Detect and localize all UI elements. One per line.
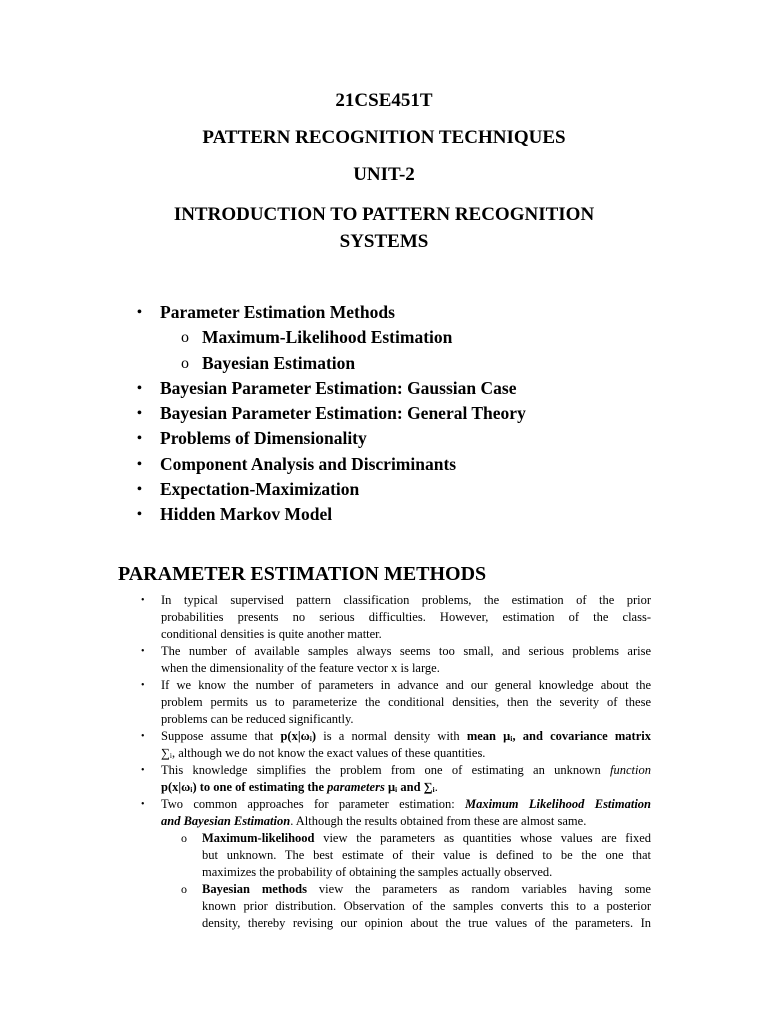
unit-number: UNIT-2 [353,164,415,185]
text-line: p(x|ωᵢ) to one of estimating the parameters μᵢ and ∑ᵢ. [161,780,438,794]
text-line: In typical supervised pattern classification problems, the estimation of the prior [161,593,651,607]
topic-label: Bayesian Parameter Estimation: General Theory [160,403,526,424]
paragraph-item [141,592,651,643]
bullet-icon: • [137,305,142,320]
circle-bullet-icon: o [181,882,187,896]
topic-item [135,376,695,401]
text-line: probabilities presents no serious difficulties. However, estimation of the class- [161,610,651,624]
paragraph-subitem [181,830,651,881]
bullet-icon: • [141,765,145,776]
topic-item [135,452,695,477]
topic-item [135,502,695,527]
topic-item [135,426,695,451]
bullet-icon: • [137,507,142,523]
topic-subitem [135,351,695,376]
text-line: problem permits us to parameterize the conditional densities, then the severity of these [161,695,651,709]
topic-label: Hidden Markov Model [160,504,333,525]
paragraph-item [141,762,651,796]
topic-label: Maximum-Likelihood Estimation [202,327,453,348]
topic-label: Expectation-Maximization [160,479,360,500]
topic-item [135,477,695,502]
text-line: known prior distribution. Observation of the samples converts this to a posterior [202,899,651,913]
text-line: conditional densities is quite another matter. [161,627,382,641]
topic-label: Problems of Dimensionality [160,428,367,449]
bullet-icon: • [137,380,142,396]
text-line: Bayesian methods view the parameters as random variables having some [202,882,651,896]
paragraph-item [141,677,651,728]
topic-label: Bayesian Estimation [202,352,356,373]
paragraph-item [141,796,652,830]
unit-title [0,201,768,255]
bullet-icon: • [141,799,145,810]
course-code: 21CSE451T [335,90,433,111]
bullet-icon: • [137,406,142,422]
topic-item [135,300,695,325]
course-title: PATTERN RECOGNITION TECHNIQUES [202,127,566,148]
section-heading: PARAMETER ESTIMATION METHODS [118,563,487,585]
text-line: and Bayesian Estimation. Although the results obtained from these are almost same. [161,814,587,828]
bullet-icon: • [137,456,142,472]
text-line: Suppose assume that p(x|ωᵢ) is a normal density with mean μᵢ, and covariance matrix [161,729,651,743]
topic-list [135,300,695,528]
text-line: but unknown. The best estimate of their value is defined to be the one that [202,848,651,862]
unit-title-line1: INTRODUCTION TO PATTERN RECOGNITION [173,204,595,225]
paragraph-item [141,728,651,762]
text-line: This knowledge simplifies the problem from one of estimating an unknown function [161,763,651,777]
topic-item [135,401,695,426]
bullet-icon: • [141,680,145,691]
text-line: If we know the number of parameters in advance and our general knowledge about the [161,678,651,692]
text-line: The number of available samples always seems too small, and serious problems arise [161,644,651,658]
text-line: Two common approaches for parameter estimation: Maximum Likelihood Estimation [161,797,652,811]
text-line: problems can be reduced significantly. [161,712,354,726]
paragraph-subitem [181,881,651,932]
text-line: Maximum-likelihood view the parameters as quantities whose values are fixed [202,831,651,845]
circle-bullet-icon: o [181,329,189,347]
topic-label: Parameter Estimation Methods [160,302,395,322]
text-line: maximizes the probability of obtaining the samples actually observed. [202,865,553,879]
circle-bullet-icon: o [181,354,189,372]
text-line: when the dimensionality of the feature vector x is large. [161,661,440,675]
topic-subitem [135,325,695,350]
bullet-icon: • [141,731,145,742]
bullet-icon: • [141,646,145,657]
paragraph-item [141,643,651,677]
topic-label: Bayesian Parameter Estimation: Gaussian Case [160,377,517,398]
bullet-icon: • [137,431,142,447]
unit-title-line2: SYSTEMS [339,231,429,252]
text-line: density, thereby revising our opinion about the true values of the parameters. In [202,916,651,930]
bullet-icon: • [137,482,142,498]
bullet-icon: • [141,595,145,606]
topic-label: Component Analysis and Discriminants [160,453,457,474]
text-line: ∑ᵢ, although we do not know the exact values of these quantities. [161,746,486,760]
circle-bullet-icon: o [181,831,187,845]
